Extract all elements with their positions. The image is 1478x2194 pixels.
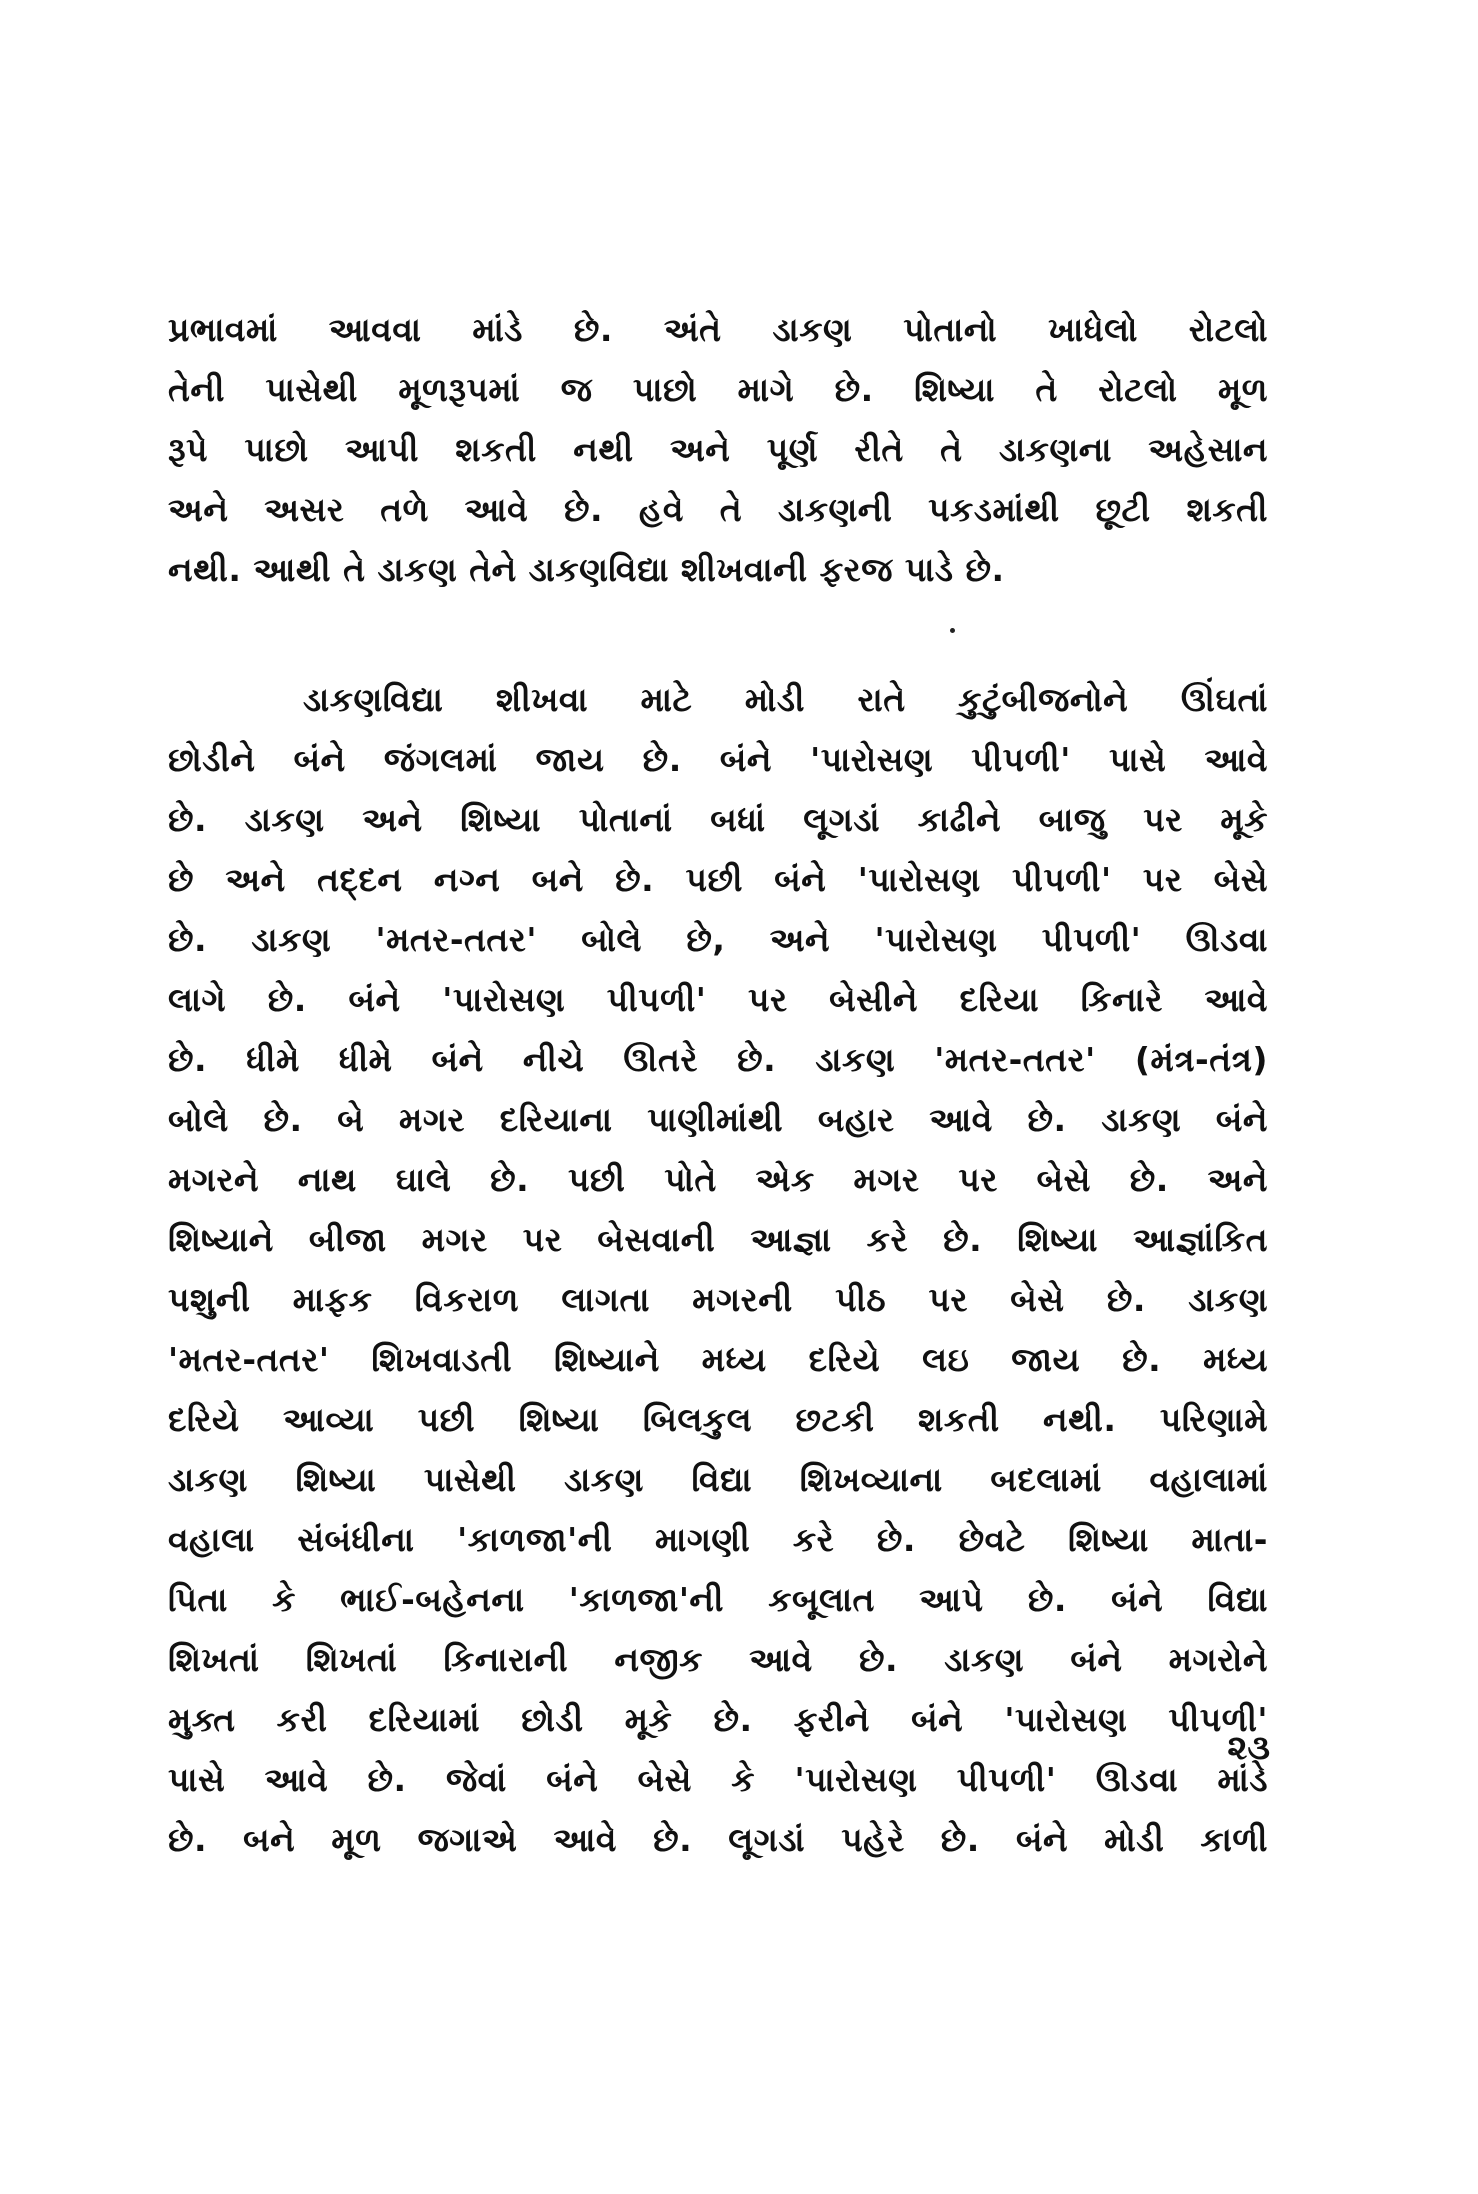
paragraph-1 — [168, 300, 1268, 600]
text-line: છે. બને મૂળ જગાએ આવે છે. લૂગડાં પહેરે છે. બંને મોડી કાળી — [168, 1820, 1268, 1859]
text-line: શિખતાં શિખતાં કિનારાની નજીક આવે છે. ડાકણ બંને મગરોને — [168, 1640, 1268, 1679]
text-line: અને અસર તળે આવે છે. હવે તે ડાકણની પકડમાંથી છૂટી શકતી — [168, 490, 1268, 529]
text-line: વહાલા સંબંધીના 'કાળજા'ની માગણી કરે છે. છેવટે શિષ્યા માતા- — [168, 1520, 1268, 1559]
text-line: ડાકણ શિષ્યા પાસેથી ડાકણ વિદ્યા શિખવ્યાના બદલામાં વહાલામાં — [168, 1460, 1268, 1499]
text-line: છોડીને બંને જંગલમાં જાય છે. બંને 'પારોસણ પીપળી' પાસે આવે — [168, 740, 1268, 779]
paragraph-2 — [168, 670, 1268, 1870]
text-line: પ્રભાવમાં આવવા માંડે છે. અંતે ડાકણ પોતાનો ખાધેલો રોટલો — [168, 310, 1268, 349]
text-line: છે. ધીમે ધીમે બંને નીચે ઊતરે છે. ડાકણ 'મતર-તતર' (મંત્ર-તંત્ર) — [168, 1040, 1268, 1079]
text-line: મુક્ત કરી દરિયામાં છોડી મૂકે છે. ફરીને બંને 'પારોસણ પીપળી' — [168, 1700, 1268, 1739]
text-line: તેની પાસેથી મૂળરૂપમાં જ પાછો માગે છે. શિષ્યા તે રોટલો મૂળ — [168, 370, 1268, 409]
text-line: શિષ્યાને બીજા મગર પર બેસવાની આજ્ઞા કરે છે. શિષ્યા આજ્ઞાંકિત — [168, 1220, 1268, 1259]
text-line: બોલે છે. બે મગર દરિયાના પાણીમાંથી બહાર આવે છે. ડાકણ બંને — [168, 1100, 1268, 1139]
text-line: દરિયે આવ્યા પછી શિષ્યા બિલકુલ છટકી શકતી નથી. પરિણામે — [168, 1400, 1268, 1439]
text-line: છે અને તદ્દન નગ્ન બને છે. પછી બંને 'પારોસણ પીપળી' પર બેસે — [168, 860, 1268, 899]
text-line: ડાકણવિદ્યા શીખવા માટે મોડી રાતે કુટુંબીજનોને ઊંઘતાં — [303, 680, 1268, 719]
text-line: 'મતર-તતર' શિખવાડતી શિષ્યાને મધ્ય દરિયે લઇ જાય છે. મધ્ય — [168, 1340, 1268, 1379]
text-line: પિતા કે ભાઈ-બહેનના 'કાળજા'ની કબૂલાત આપે છે. બંને વિદ્યા — [168, 1580, 1268, 1619]
text-line: મગરને નાથ ઘાલે છે. પછી પોતે એક મગર પર બેસે છે. અને — [168, 1160, 1268, 1199]
text-line: પાસે આવે છે. જેવાં બંને બેસે કે 'પારોસણ પીપળી' ઊડવા માંડે — [168, 1760, 1268, 1799]
text-line: રૂપે પાછો આપી શકતી નથી અને પૂર્ણ રીતે તે ડાકણના અહેસાન — [168, 430, 1268, 469]
text-line: લાગે છે. બંને 'પારોસણ પીપળી' પર બેસીને દરિયા કિનારે આવે — [168, 980, 1268, 1019]
text-line: પશુની માફક વિકરાળ લાગતા મગરની પીઠ પર બેસે છે. ડાકણ — [168, 1280, 1268, 1319]
text-line: છે. ડાકણ અને શિષ્યા પોતાનાં બધાં લૂગડાં કાઢીને બાજુ પર મૂકે — [168, 800, 1268, 839]
text-line: છે. ડાકણ 'મતર-તતર' બોલે છે, અને 'પારોસણ પીપળી' ઊડવા — [168, 920, 1268, 959]
stray-dot-mark — [950, 628, 955, 633]
page-number: ૨૩ — [1227, 1728, 1270, 1768]
text-line: નથી. આથી તે ડાકણ તેને ડાકણવિદ્યા શીખવાની ફરજ પાડે છે. — [168, 550, 1005, 589]
